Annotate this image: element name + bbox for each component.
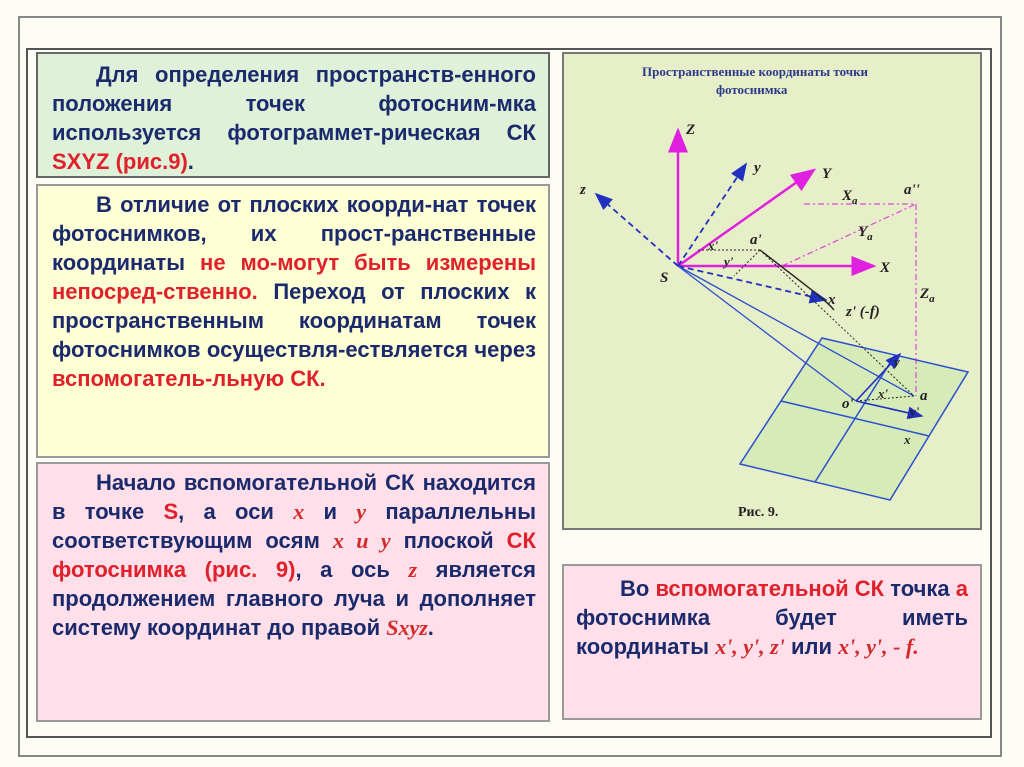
label-Z: Z (686, 122, 696, 138)
dot-y1 (734, 250, 760, 276)
label-z-prime-f: z' (-f) (846, 304, 880, 320)
origin-x: x (293, 499, 305, 524)
intro-end: . (187, 149, 194, 174)
coord-highlight: вспомогательной СК (655, 576, 885, 601)
label-y-low: y (894, 354, 900, 369)
coord-text-4: или (784, 634, 839, 659)
origin-sxyz: Sxyz (386, 615, 428, 640)
coord-a: а (955, 576, 968, 601)
svg-text:Za (919, 286, 935, 305)
origin-and2: и (343, 528, 381, 553)
coord-formula-2: x', y', - f (838, 634, 914, 659)
origin-z: z (408, 557, 418, 582)
label-a-prime: a' (750, 232, 762, 248)
svg-text:Ya (858, 224, 873, 243)
label-y-prime-low: y' (910, 404, 920, 419)
label-o-prime: o' (842, 396, 854, 412)
origin-x2: x (332, 528, 344, 553)
origin-text-6: , а ось (295, 557, 409, 582)
difference-highlight-2: вспомогатель-льную СК. (52, 366, 326, 391)
label-x-low: x (904, 432, 911, 447)
figure-caption: Рис. 9. (738, 505, 779, 520)
difference-highlight-1: не мо-могут быть измерены непосред-ственно. (52, 250, 536, 304)
label-x-prime-low: x' (878, 386, 889, 401)
label-Za-sub: a (929, 293, 935, 305)
difference-block (36, 184, 550, 458)
coordinates-block (562, 564, 982, 720)
label-X: X (880, 260, 891, 276)
intro-highlight: SXYZ (рис.9) (52, 149, 188, 174)
coord-end: . (913, 634, 919, 659)
intro-text: Для определения пространств-енного положения точек фотосним-мка используется фотограммет-рическая СК (52, 62, 536, 145)
origin-sk: СК фотоснимка (52, 528, 536, 582)
figure-title-line1: Пространственные координаты точки (642, 64, 869, 79)
difference-text-2: Переход от плоских к пространственным координатам точек фотоснимков осуществля-ествляется через (52, 279, 536, 362)
axis-Y (678, 170, 814, 266)
origin-and: и (304, 499, 357, 524)
coord-formula-1: x', y', z' (715, 634, 785, 659)
label-Xa: X (842, 188, 853, 204)
origin-text-1: Начало вспомогательной СК находится в точке (52, 470, 536, 524)
label-Ya-sub: a (867, 231, 873, 243)
origin-text-5 (186, 557, 205, 582)
label-x-prime: x' (708, 238, 719, 253)
origin-text-2: , а оси (178, 499, 294, 524)
origin-text-3: параллельны соответствующим осям (52, 499, 536, 553)
label-Y: Y (822, 166, 832, 182)
label-z: z (580, 182, 586, 198)
coord-text-2: точка (884, 576, 956, 601)
origin-end: . (427, 615, 434, 640)
label-Xa-sub: a (852, 195, 858, 207)
label-x-mid: x (828, 292, 836, 308)
origin-block (36, 462, 550, 722)
label-y-prime: y' (724, 254, 734, 269)
origin-y2: y (380, 528, 391, 553)
figure-panel (562, 52, 982, 530)
label-a-double-prime: a'' (904, 182, 920, 198)
intro-block (36, 52, 550, 178)
coordinate-diagram (564, 54, 980, 528)
difference-text-1: В отличие от плоских коорди-нат точек фотоснимков, их прост-ранственные координаты (52, 192, 536, 275)
axis-z (596, 194, 678, 266)
label-y-up: y (754, 160, 761, 176)
coord-text-3: фотоснимка будет иметь координаты (576, 605, 968, 659)
label-Ya: Y (858, 224, 868, 240)
origin-text-4: плоской (390, 528, 507, 553)
origin-ris: (рис. 9) (204, 557, 296, 582)
origin-text-7: является продолжением главного луча и дополняет систему координат до правой (52, 557, 537, 640)
label-Za: Z (920, 286, 930, 302)
label-S: S (660, 270, 669, 286)
construction-Ya (782, 204, 916, 266)
figure-title-line2: фотоснимка (716, 82, 788, 97)
label-a: a (920, 388, 928, 404)
origin-s: S (163, 499, 179, 524)
coord-text-1: Во (620, 576, 656, 601)
origin-y: y (356, 499, 367, 524)
